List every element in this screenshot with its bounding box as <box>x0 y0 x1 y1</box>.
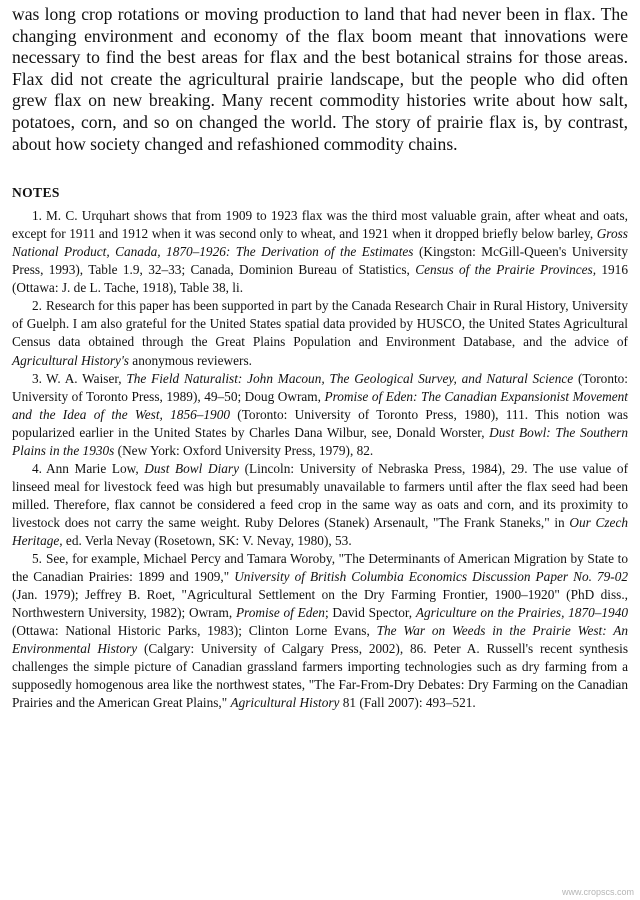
note-italic-title: Agricultural History <box>230 695 340 711</box>
note-text: M. C. Urquhart shows that from 1909 to 1923 flax was the third most valuable grain, after wheat and oats, except for 1911 and 1912 when it was second only to wheat, and 1921 when it dropped briefly below barley, <box>12 208 628 242</box>
note-italic-title: Our Czech Heritage, <box>12 514 628 548</box>
note-number: 3. <box>32 370 42 386</box>
watermark: www.cropscs.com <box>561 887 634 897</box>
note-italic-title: Census of the Prairie Provinces, <box>415 262 597 278</box>
note-text: (Lincoln: University of Nebraska Press, 1984), 29. The use value of linseed meal for livestock feed was high but presumably unavailable to farmers until after the flax seed had been milled. Therefore, flax cannot be considered a feed crop in the same way as oats and corn, and its proximity to livestock does not carry the same weight. Ruby Delores (Stanek) Arsenault, "The Frank Staneks," in <box>12 460 628 530</box>
note-1 <box>12 207 628 297</box>
note-text: 1916 (Ottawa: J. de L. Tache, 1918), Table 38, li. <box>12 262 628 296</box>
note-number: 5. <box>32 551 42 567</box>
note-text: (Toronto: University of Toronto Press, 1980), 111. This notion was popularized earlier in the United States by Charles Dana Wilbur, see, Donald Worster, <box>12 406 628 440</box>
note-text: Ann Marie Low, <box>45 460 145 476</box>
note-italic-title: The Field Naturalist: John Macoun, The Geological Survey, and Natural Science <box>126 370 574 386</box>
note-text: ed. Verla Nevay (Rosetown, SK: V. Nevay, 1980), 53. <box>62 533 352 548</box>
note-text: (Ottawa: National Historic Parks, 1983); Clinton Lorne Evans, <box>12 623 377 639</box>
note-number: 4. <box>32 460 42 476</box>
note-text: anonymous reviewers. <box>128 352 252 368</box>
note-italic-title: Dust Bowl: The Southern Plains in the 1930s <box>12 424 628 458</box>
note-italic-title: Agriculture on the Prairies, 1870–1940 <box>415 605 628 621</box>
note-text: See, for example, Michael Percy and Tamara Woroby, "The Determinants of American Migration by State to the Canadian Prairies: 1899 and 1909," <box>12 551 628 585</box>
note-number: 1. <box>32 208 42 224</box>
note-5 <box>12 550 628 712</box>
note-text: ; David Spector, <box>324 605 416 621</box>
note-italic-title: Promise of Eden <box>235 605 325 621</box>
notes-heading: NOTES <box>12 185 60 201</box>
note-text: (Toronto: University of Toronto Press, 1989), 49–50; Doug Owram, <box>12 370 629 404</box>
note-text: Research for this paper has been supported in part by the Canada Research Chair in Rural History, University of Guelph. I am also grateful for the United States spatial data provided by HUSCO, the United States Agricultural Census data obtained through the Great Plains Population and Environment Database, and the advice of <box>12 298 628 350</box>
note-4 <box>12 460 628 550</box>
note-italic-title: Promise of Eden: The Canadian Expansionist Movement and the Idea of the West, 1856–1900 <box>12 388 628 422</box>
note-number: 2. <box>32 298 42 314</box>
note-italic-title: Dust Bowl Diary <box>144 460 239 476</box>
notes-list <box>12 207 628 712</box>
note-2 <box>12 297 628 369</box>
note-italic-title: The War on Weeds in the Prairie West: An Environmental History <box>12 623 628 657</box>
note-text: W. A. Waiser, <box>45 370 127 386</box>
body-paragraph: was long crop rotations or moving production to land that had never been in flax. The changing environment and economy of the flax boom meant that innovations were necessary to find the best areas for flax and the best botanical strains for those areas. Flax did not create the agricultural prairie landscape, but the people who did often grew flax on new breaking. Many recent commodity histories write about how salt, potatoes, corn, and so on changed the world. The story of prairie flax is, by contrast, about how society changed and refashioned commodity chains. <box>12 4 628 154</box>
note-text: (Calgary: University of Calgary Press, 2002), 86. Peter A. Russell's recent synthesis challenges the simple picture of Canadian grassland farmers importing technologies such as dry farming from a supposedly homogenous area like the northwest states, "The Far-From-Dry Debates: Dry Farming on the Canadian Prairies and the American Great Plains," <box>12 641 628 711</box>
note-text: (Kingston: McGill-Queen's University Press, 1993), Table 1.9, 32–33; Canada, Dominion Bureau of Statistics, <box>12 244 629 278</box>
note-text: (New York: Oxford University Press, 1979), 82. <box>114 442 374 458</box>
note-text: 81 (Fall 2007): 493–521. <box>339 695 476 711</box>
note-italic-title: Agricultural History's <box>12 352 129 368</box>
note-italic-title: Gross National Product, Canada, 1870–1926: The Derivation of the Estimates <box>12 226 628 260</box>
note-3 <box>12 370 628 460</box>
note-text: (Jan. 1979); Jeffrey B. Roet, "Agricultural Settlement on the Dry Farming Frontier, 1900–1920" (PhD diss., Northwestern University, 1982); Owram, <box>12 587 628 621</box>
note-italic-title: University of British Columbia Economics Discussion Paper No. 79-02 <box>234 569 629 585</box>
